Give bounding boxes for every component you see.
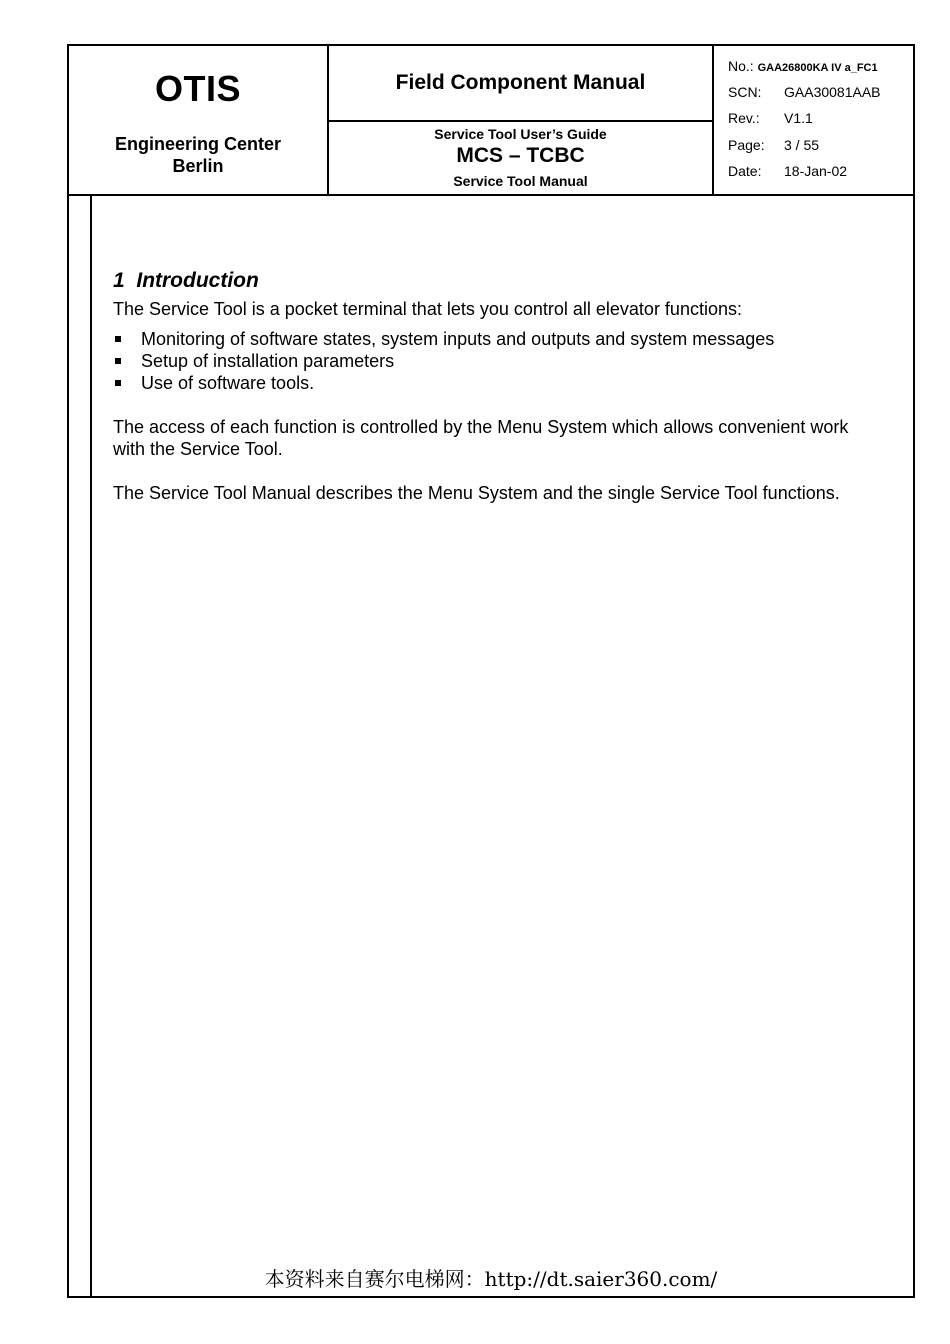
manual-description-paragraph: The Service Tool Manual describes the Menu System and the single Service Tool functions. (113, 483, 840, 503)
document-header (69, 46, 913, 196)
list-item (113, 372, 913, 394)
access-paragraph: The access of each function is controlled by the Menu System which allows convenient work with the Service Tool. (113, 417, 849, 459)
meta-page-value: 3 / 55 (784, 137, 820, 153)
meta-scn-value: GAA30081AAB (784, 84, 881, 100)
engineering-center (69, 133, 327, 177)
meta-scn-label: SCN: (728, 84, 762, 100)
company-name: OTIS (154, 68, 241, 109)
meta-date-label: Date: (728, 163, 762, 179)
product-title: MCS – TCBC (456, 144, 585, 167)
doc-type-title: Field Component Manual (329, 46, 712, 122)
bullet-square-icon (115, 358, 121, 364)
header-title-cell (329, 46, 714, 194)
meta-page (728, 135, 819, 155)
section-title: Introduction (136, 269, 259, 292)
meta-date-value: 18-Jan-02 (784, 163, 848, 179)
meta-page-label: Page: (728, 137, 765, 153)
meta-no-value: GAA26800KA IV a_FC1 (757, 62, 878, 74)
list-item-text: Setup of installation parameters (141, 351, 395, 371)
meta-no (728, 56, 878, 76)
header-company-cell (69, 46, 329, 194)
meta-rev (728, 108, 813, 128)
meta-date (728, 161, 847, 181)
intro-paragraph: The Service Tool is a pocket terminal that lets you control all elevator functions: (113, 299, 742, 319)
bullet-square-icon (115, 336, 121, 342)
meta-rev-label: Rev.: (728, 110, 760, 126)
list-item (113, 328, 913, 350)
page-frame (67, 44, 915, 1298)
page-content (113, 268, 913, 504)
center-line-1: Engineering Center (114, 134, 282, 154)
header-meta-cell (714, 46, 913, 194)
list-item (113, 350, 913, 372)
meta-no-label: No.: (728, 58, 754, 74)
left-margin-bar (90, 196, 92, 1296)
bullet-square-icon (115, 380, 121, 386)
section-number: 1 (113, 269, 125, 292)
footer-source-note: 本资料来自赛尔电梯网：http://dt.saier360.com/ (264, 1267, 718, 1291)
list-item-text: Use of software tools. (141, 373, 315, 393)
meta-rev-value: V1.1 (784, 110, 813, 126)
center-line-2: Berlin (172, 156, 224, 176)
section-heading (113, 268, 913, 294)
manual-title: Service Tool Manual (453, 173, 588, 189)
function-list (113, 328, 913, 394)
meta-scn (728, 82, 881, 102)
guide-title: Service Tool User’s Guide (434, 126, 607, 142)
list-item-text: Monitoring of software states, system inputs and outputs and system messages (141, 329, 775, 349)
